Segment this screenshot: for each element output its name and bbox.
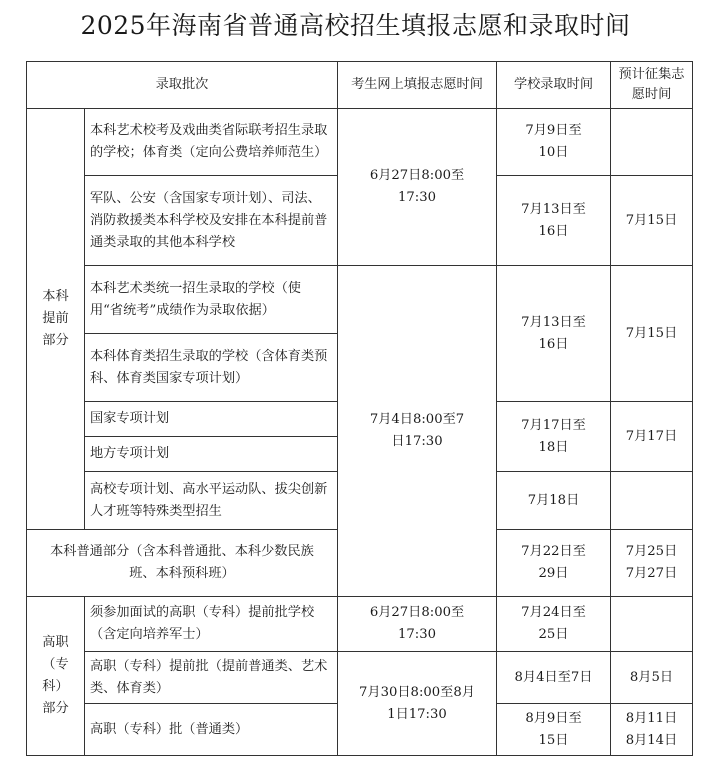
online-time-cell: 6月27日8:00至17:30 [338, 597, 497, 652]
batch-cell: 高职（专科）批（普通类） [85, 704, 338, 756]
admission-time-cell: 7月22日至29日 [497, 530, 611, 597]
group-vocational: 高职（专科）部分 [27, 597, 85, 756]
online-time-cell: 6月27日8:00至17:30 [338, 109, 497, 266]
admission-time-cell: 8月9日至15日 [497, 704, 611, 756]
supplement-time-cell [611, 472, 693, 530]
batch-cell: 地方专项计划 [85, 437, 338, 472]
supplement-time-cell [611, 109, 693, 176]
batch-cell: 本科艺术校考及戏曲类省际联考招生录取的学校；体育类（定向公费培养师范生） [85, 109, 338, 176]
supplement-time-cell: 7月17日 [611, 402, 693, 472]
batch-cell: 军队、公安（含国家专项计划）、司法、消防救援类本科学校及安排在本科提前普通类录取的其他本科学校 [85, 176, 338, 266]
batch-cell: 高校专项计划、高水平运动队、拔尖创新人才班等特殊类型招生 [85, 472, 338, 530]
group-regular-undergrad: 本科普通部分（含本科普通批、本科少数民族班、本科预科班） [27, 530, 338, 597]
supplement-time-cell: 8月11日 8月14日 [611, 704, 693, 756]
supplement-time-cell: 7月15日 [611, 266, 693, 402]
admission-time-cell: 7月18日 [497, 472, 611, 530]
admission-time-cell: 7月24日至25日 [497, 597, 611, 652]
group-early-undergrad: 本科提前部分 [27, 109, 85, 530]
online-time-cell: 7月4日8:00至7日17:30 [338, 266, 497, 597]
admission-time-cell: 8月4日至7日 [497, 652, 611, 704]
admission-schedule-table [26, 61, 693, 756]
batch-cell: 国家专项计划 [85, 402, 338, 437]
batch-cell: 须参加面试的高职（专科）提前批学校（含定向培养军士） [85, 597, 338, 652]
supplement-time-cell: 7月25日 7月27日 [611, 530, 693, 597]
header-online-time: 考生网上填报志愿时间 [338, 62, 497, 109]
batch-cell: 本科艺术类统一招生录取的学校（使用“省统考”成绩作为录取依据） [85, 266, 338, 334]
header-batch: 录取批次 [27, 62, 338, 109]
admission-time-cell: 7月17日至18日 [497, 402, 611, 472]
online-time-cell: 7月30日8:00至8月1日17:30 [338, 652, 497, 756]
admission-time-cell: 7月13日至16日 [497, 176, 611, 266]
page-title: 2025年海南省普通高校招生填报志愿和录取时间 [80, 11, 631, 40]
supplement-time-cell: 7月15日 [611, 176, 693, 266]
batch-cell: 本科体育类招生录取的学校（含体育类预科、体育类国家专项计划） [85, 334, 338, 402]
admission-time-cell: 7月13日至16日 [497, 266, 611, 402]
supplement-time-cell: 8月5日 [611, 652, 693, 704]
header-supplement-time: 预计征集志愿时间 [611, 62, 693, 109]
supplement-time-cell [611, 597, 693, 652]
header-admission-time: 学校录取时间 [497, 62, 611, 109]
admission-time-cell: 7月9日至10日 [497, 109, 611, 176]
batch-cell: 高职（专科）提前批（提前普通类、艺术类、体育类） [85, 652, 338, 704]
